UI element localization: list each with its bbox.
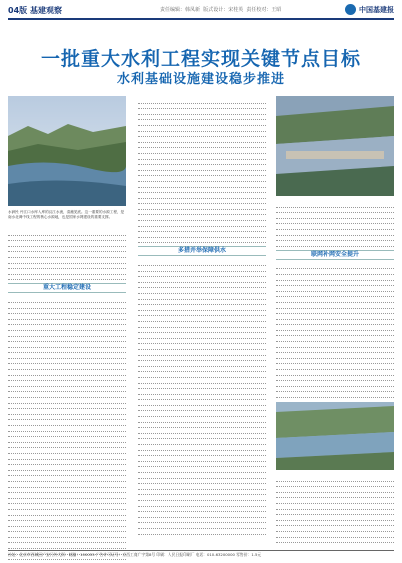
canal-image [276, 402, 394, 470]
reservoir-photo [8, 96, 126, 206]
headline: 一批重大水利工程实现关键节点目标 [40, 48, 361, 70]
column-3 [276, 202, 394, 426]
page-number: 04版 [8, 6, 28, 15]
column-1 [8, 230, 126, 560]
column-2 [138, 98, 266, 535]
subheadline: 水利基础设施建设稳步推进 [116, 72, 285, 87]
column-3-end [276, 476, 394, 543]
section-heading: 多措并举保障供水 [138, 246, 266, 256]
landscape-image [8, 96, 126, 206]
header-rule [8, 18, 394, 20]
page-header [0, 0, 402, 20]
section-title: 基建观察 [30, 6, 62, 15]
section-heading: 重大工程稳定建设 [8, 283, 126, 293]
logo-icon [345, 4, 356, 15]
newspaper-logo [345, 4, 394, 15]
canal-photo [276, 402, 394, 470]
section-heading: 联网补网安全提升 [276, 250, 394, 260]
dam-photo [276, 96, 394, 196]
dam-image [276, 96, 394, 196]
footer-info: 社址：北京市西城区广安门外大街：邮编：100055 广告许可证号：京西工商广字第8号 印刷：人民日报印刷厂 电话：010-63200000 零售价：1.5元 [8, 552, 262, 557]
photo-caption: 水润民 丹江口水库入库的汉江水流，清澈见底。这一重要的水源工程，是南水北调中线工程的核心水源地，也是国家水网建设的重要支撑。 [8, 210, 125, 220]
logo-text: 中国基建报 [359, 5, 394, 14]
footer-rule [8, 550, 394, 551]
editor-credit: 责任编辑：韩凤新 版式设计：宋桂英 责任校对：王昭 [160, 7, 282, 13]
